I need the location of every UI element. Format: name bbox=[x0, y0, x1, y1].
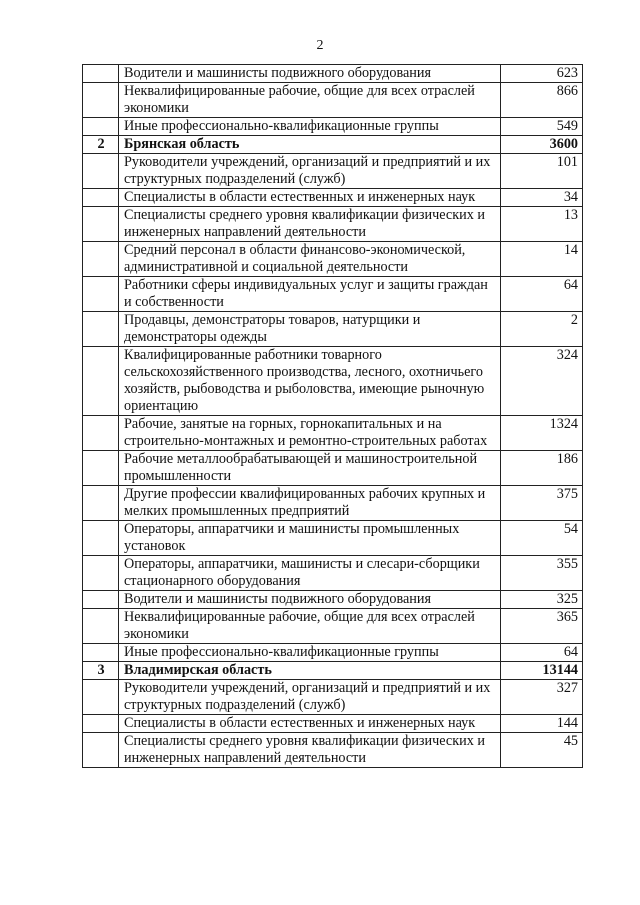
table-row bbox=[83, 189, 583, 207]
row-name-cell: Специалисты в области естественных и инженерных наук bbox=[119, 715, 501, 733]
row-number-cell bbox=[83, 591, 119, 609]
row-number-cell bbox=[83, 242, 119, 277]
table-row bbox=[83, 347, 583, 416]
row-number-cell bbox=[83, 416, 119, 451]
row-number-cell bbox=[83, 733, 119, 768]
row-name-cell: Руководители учреждений, организаций и предприятий и их структурных подразделений (служб) bbox=[119, 154, 501, 189]
row-number-cell bbox=[83, 347, 119, 416]
row-number-cell bbox=[83, 312, 119, 347]
table-row bbox=[83, 680, 583, 715]
table-row bbox=[83, 591, 583, 609]
row-value-cell: 324 bbox=[501, 347, 583, 416]
table-row bbox=[83, 312, 583, 347]
row-value-cell: 866 bbox=[501, 83, 583, 118]
row-name-cell: Водители и машинисты подвижного оборудования bbox=[119, 591, 501, 609]
row-value-cell: 34 bbox=[501, 189, 583, 207]
row-value-cell: 1324 bbox=[501, 416, 583, 451]
page-number: 2 bbox=[316, 38, 324, 53]
row-name-cell: Средний персонал в области финансово-экономической, административной и социальной деятельности bbox=[119, 242, 501, 277]
table-row bbox=[83, 416, 583, 451]
row-number-cell bbox=[83, 609, 119, 644]
row-number-cell bbox=[83, 277, 119, 312]
row-number-cell bbox=[83, 644, 119, 662]
row-number-cell: 3 bbox=[83, 662, 119, 680]
row-name-cell: Водители и машинисты подвижного оборудования bbox=[119, 65, 501, 83]
row-number-cell: 2 bbox=[83, 136, 119, 154]
row-value-cell: 64 bbox=[501, 644, 583, 662]
row-name-cell: Брянская область bbox=[119, 136, 501, 154]
row-value-cell: 2 bbox=[501, 312, 583, 347]
quota-table-body bbox=[83, 65, 583, 768]
row-value-cell: 64 bbox=[501, 277, 583, 312]
table-row bbox=[83, 277, 583, 312]
table-row bbox=[83, 65, 583, 83]
row-number-cell bbox=[83, 154, 119, 189]
region-row bbox=[83, 136, 583, 154]
row-name-cell: Другие профессии квалифицированных рабочих крупных и мелких промышленных предприятий bbox=[119, 486, 501, 521]
table-row bbox=[83, 609, 583, 644]
quota-table bbox=[82, 64, 583, 768]
row-value-cell: 45 bbox=[501, 733, 583, 768]
row-value-cell: 13 bbox=[501, 207, 583, 242]
row-name-cell: Неквалифицированные рабочие, общие для всех отраслей экономики bbox=[119, 83, 501, 118]
row-value-cell: 549 bbox=[501, 118, 583, 136]
row-name-cell: Специалисты среднего уровня квалификации физических и инженерных направлений деятельности bbox=[119, 207, 501, 242]
table-row bbox=[83, 733, 583, 768]
table-row bbox=[83, 83, 583, 118]
table-row bbox=[83, 451, 583, 486]
table-row bbox=[83, 242, 583, 277]
row-value-cell: 3600 bbox=[501, 136, 583, 154]
table-row bbox=[83, 207, 583, 242]
row-name-cell: Квалифицированные работники товарного сельскохозяйственного производства, лесного, охотничьего хозяйств, рыбоводства и рыболовства, имеющие рыночную ориентацию bbox=[119, 347, 501, 416]
row-name-cell: Иные профессионально-квалификационные группы bbox=[119, 644, 501, 662]
row-value-cell: 623 bbox=[501, 65, 583, 83]
row-number-cell bbox=[83, 189, 119, 207]
row-value-cell: 186 bbox=[501, 451, 583, 486]
table-row bbox=[83, 644, 583, 662]
row-name-cell: Рабочие металлообрабатывающей и машиностроительной промышленности bbox=[119, 451, 501, 486]
row-value-cell: 13144 bbox=[501, 662, 583, 680]
row-number-cell bbox=[83, 83, 119, 118]
row-value-cell: 325 bbox=[501, 591, 583, 609]
row-number-cell bbox=[83, 207, 119, 242]
row-number-cell bbox=[83, 556, 119, 591]
row-value-cell: 327 bbox=[501, 680, 583, 715]
row-name-cell: Специалисты в области естественных и инженерных наук bbox=[119, 189, 501, 207]
row-name-cell: Специалисты среднего уровня квалификации физических и инженерных направлений деятельности bbox=[119, 733, 501, 768]
row-number-cell bbox=[83, 451, 119, 486]
row-name-cell: Продавцы, демонстраторы товаров, натурщики и демонстраторы одежды bbox=[119, 312, 501, 347]
row-name-cell: Операторы, аппаратчики, машинисты и слесари-сборщики стационарного оборудования bbox=[119, 556, 501, 591]
row-name-cell: Иные профессионально-квалификационные группы bbox=[119, 118, 501, 136]
table-row bbox=[83, 715, 583, 733]
row-value-cell: 355 bbox=[501, 556, 583, 591]
table-row bbox=[83, 486, 583, 521]
row-number-cell bbox=[83, 65, 119, 83]
row-name-cell: Владимирская область bbox=[119, 662, 501, 680]
row-number-cell bbox=[83, 521, 119, 556]
row-name-cell: Неквалифицированные рабочие, общие для всех отраслей экономики bbox=[119, 609, 501, 644]
table-row bbox=[83, 521, 583, 556]
row-name-cell: Работники сферы индивидуальных услуг и защиты граждан и собственности bbox=[119, 277, 501, 312]
row-value-cell: 144 bbox=[501, 715, 583, 733]
row-name-cell: Операторы, аппаратчики и машинисты промышленных установок bbox=[119, 521, 501, 556]
row-number-cell bbox=[83, 715, 119, 733]
row-value-cell: 101 bbox=[501, 154, 583, 189]
row-number-cell bbox=[83, 486, 119, 521]
row-value-cell: 365 bbox=[501, 609, 583, 644]
row-value-cell: 375 bbox=[501, 486, 583, 521]
table-row bbox=[83, 556, 583, 591]
row-name-cell: Руководители учреждений, организаций и предприятий и их структурных подразделений (служб) bbox=[119, 680, 501, 715]
table-row bbox=[83, 154, 583, 189]
row-value-cell: 14 bbox=[501, 242, 583, 277]
region-row bbox=[83, 662, 583, 680]
row-number-cell bbox=[83, 680, 119, 715]
table-row bbox=[83, 118, 583, 136]
row-name-cell: Рабочие, занятые на горных, горнокапитальных и на строительно-монтажных и ремонтно-строительных работах bbox=[119, 416, 501, 451]
row-value-cell: 54 bbox=[501, 521, 583, 556]
row-number-cell bbox=[83, 118, 119, 136]
